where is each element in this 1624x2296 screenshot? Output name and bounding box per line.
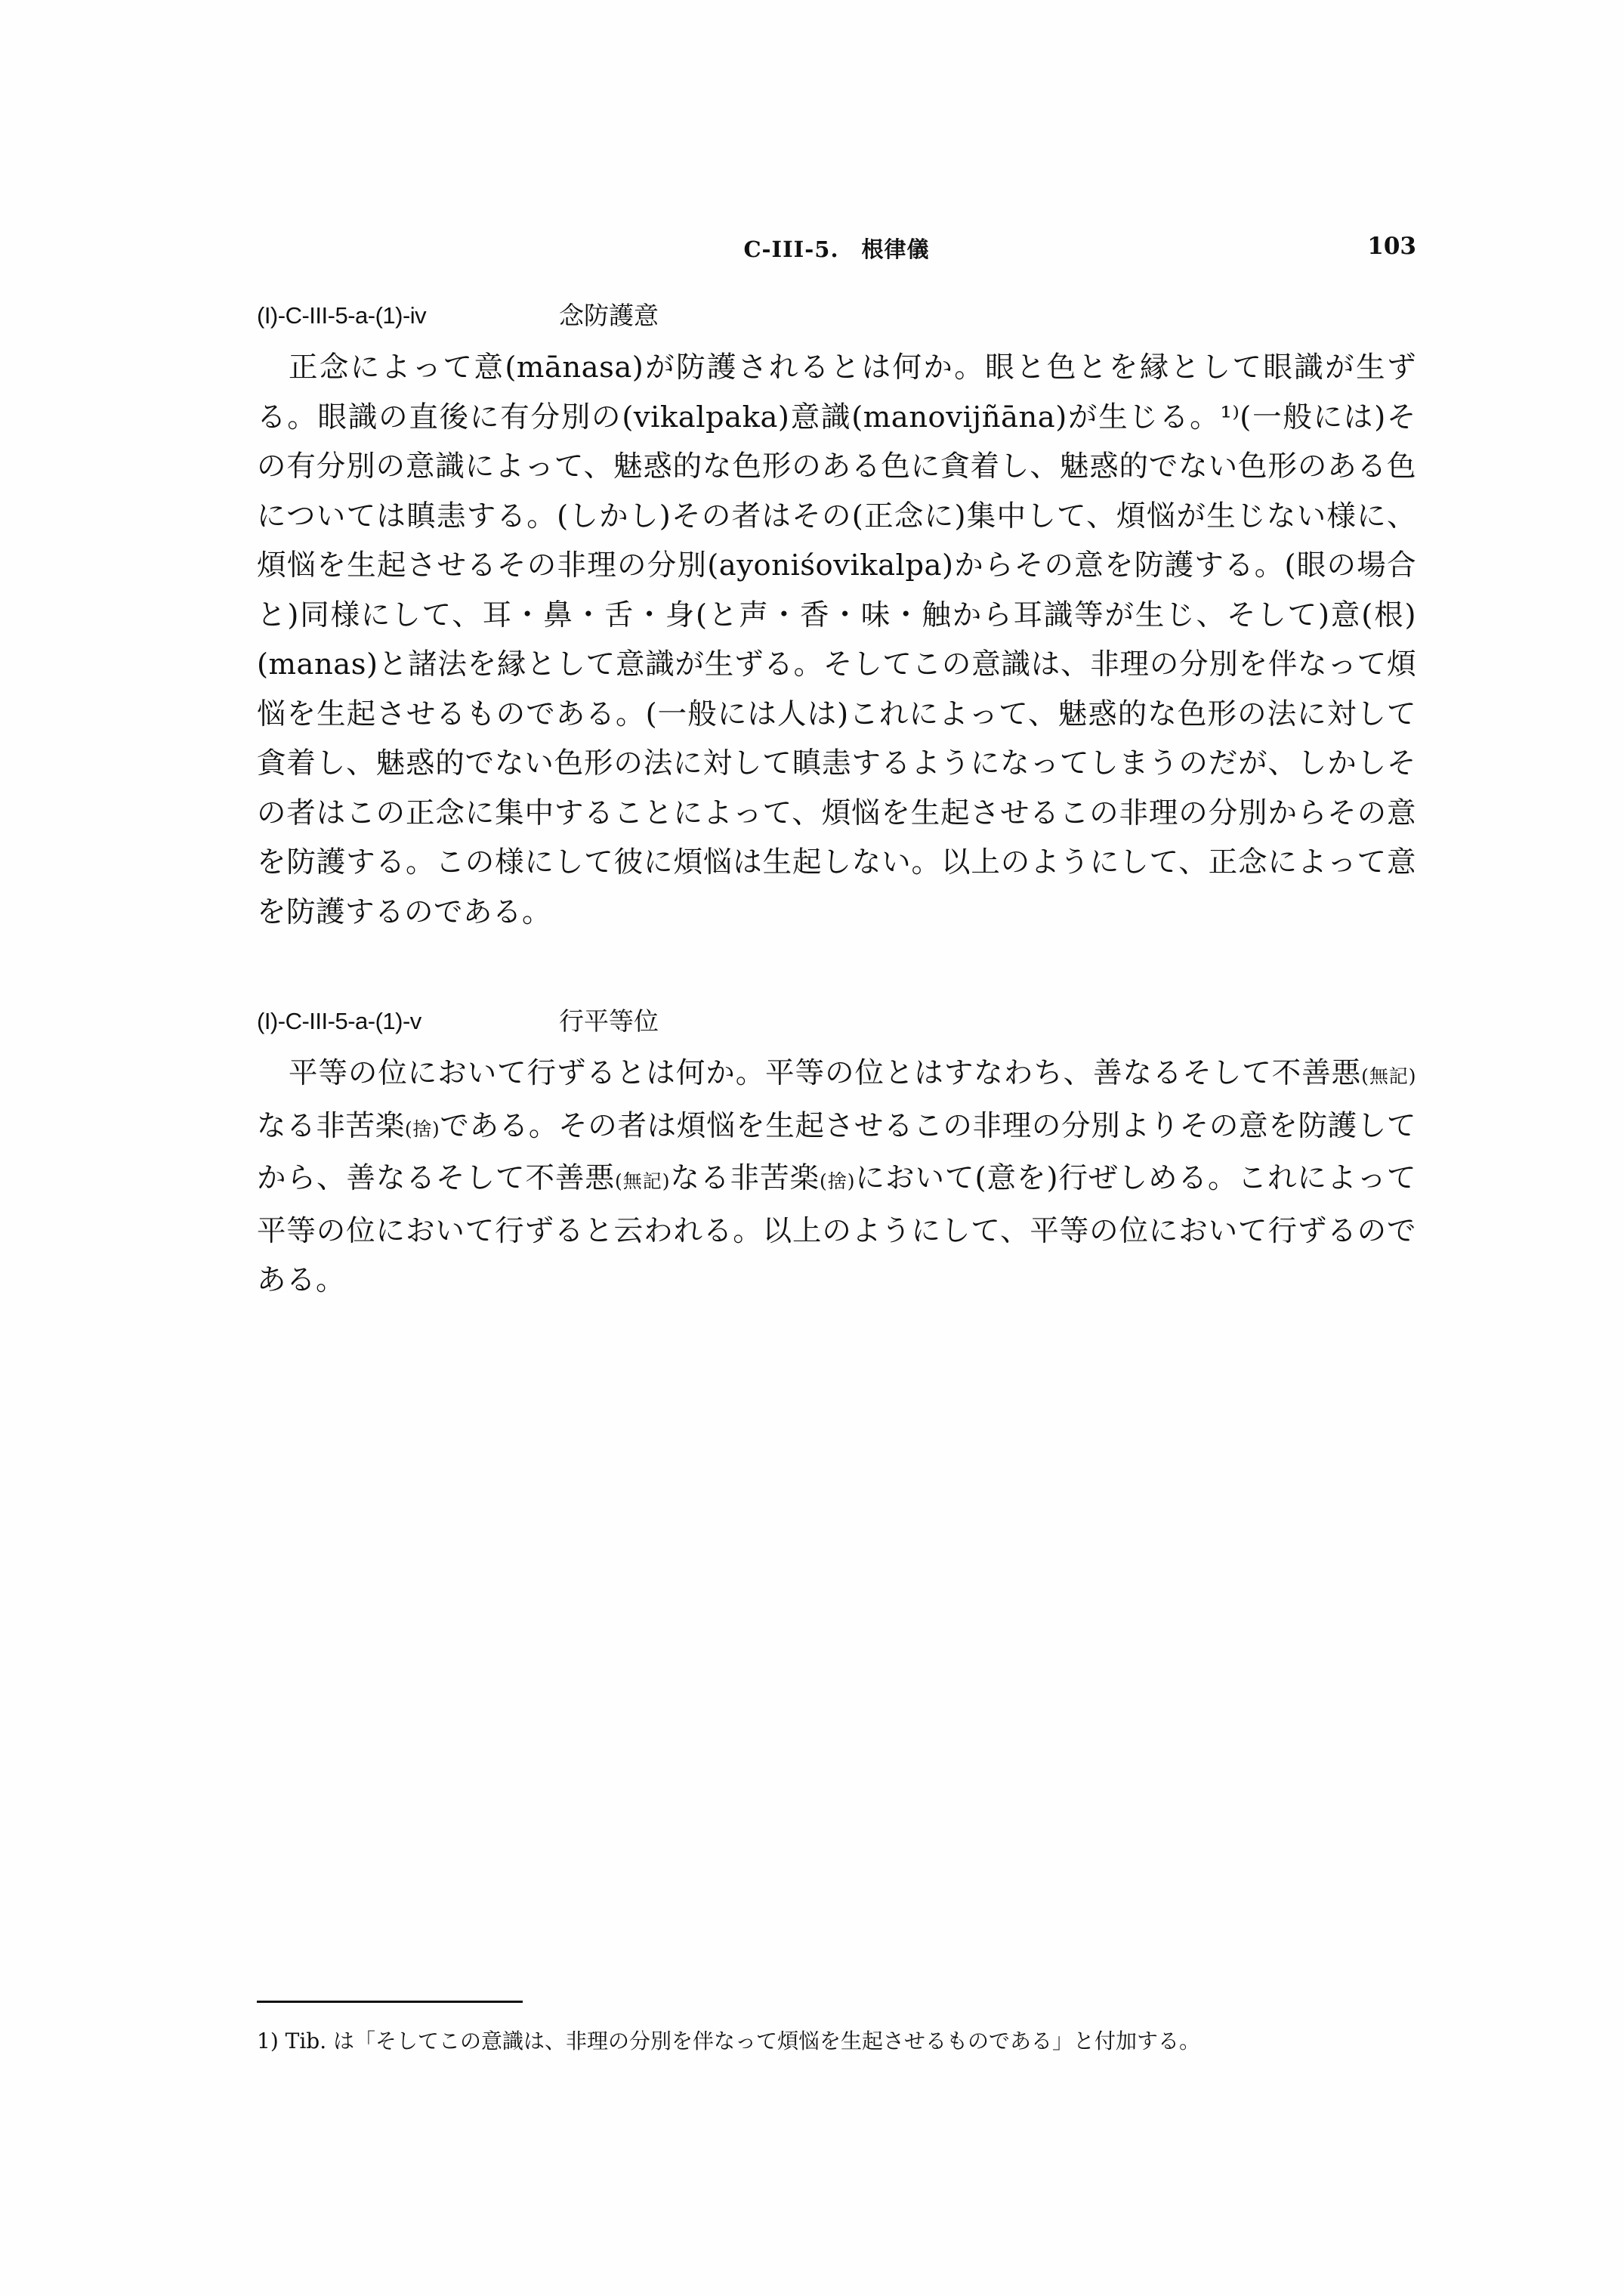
paragraph-text: において(意を)行ぜしめる。これによって平等の位において行ずると云われる。以上のようにして、平等の位において行ずるのである。	[257, 1161, 1416, 1297]
running-head	[257, 233, 1416, 270]
section-code: (I)-C-III-5-a-(1)-iv	[257, 302, 427, 329]
gloss-note: (捨)	[404, 1117, 440, 1140]
section-v	[257, 999, 1416, 1306]
paragraph-text: なる非苦楽	[669, 1161, 820, 1195]
section-paragraph	[257, 1049, 1416, 1306]
paragraph-text: なる非苦楽	[257, 1108, 405, 1143]
running-title: C-III-5. 根律儀	[743, 236, 930, 262]
gloss-note: (無記)	[614, 1170, 670, 1192]
footnote-rule	[257, 2001, 523, 2003]
section-heading	[257, 293, 1416, 338]
section-paragraph: 正念によって意(mānasa)が防護されるとは何か。眼と色とを縁として眼識が生ずる。眼識の直後に有分別の(vikalpaka)意識(manovijñāna)が生じる。¹⁾(一般には)その有分別の意識によって、魅惑的な色形のある色に貪着し、魅惑的でない色形のある色については瞋恚する。(しかし)その者はその(正念に)集中して、煩悩が生じない様に、煩悩を生起させるその非理の分別(ayoniśovikalpa)からその意を防護する。(眼の場合と)同様にして、耳・鼻・舌・身(と声・香・味・触から耳識等が生じ、そして)意(根)(manas)と諸法を縁として意識が生ずる。そしてこの意識は、非理の分別を伴なって煩悩を生起させるものである。(一般には人は)これによって、魅惑的な色形の法に対して貪着し、魅惑的でない色形の法に対して瞋恚するようになってしまうのだが、しかしその者はこの正念に集中することによって、煩悩を生起させるこの非理の分別からその意を防護する。この様にして彼に煩悩は生起しない。以上のようにして、正念によって意を防護するのである。	[257, 351, 1416, 929]
section-title: 行平等位	[559, 1006, 659, 1036]
section-title: 念防護意	[559, 301, 659, 330]
gloss-note: (無記)	[1361, 1065, 1416, 1087]
section-code: (I)-C-III-5-a-(1)-v	[257, 1008, 421, 1034]
paragraph-text: 平等の位において行ずるとは何か。平等の位とはすなわち、善なるそして不善悪	[289, 1056, 1362, 1090]
section-iv	[257, 293, 1416, 937]
page-number: 103	[1367, 233, 1416, 260]
footnote: 1) Tib. は「そしてこの意識は、非理の分別を伴なって煩悩を生起させるものである」と付加する。	[257, 2029, 1200, 2053]
section-heading	[257, 999, 1416, 1044]
gloss-note: (捨)	[819, 1170, 855, 1192]
paragraph-text: である。その者は煩悩を生起させるこの非理の分別よりその意を防護してから、善なるそして不善悪	[257, 1108, 1416, 1195]
